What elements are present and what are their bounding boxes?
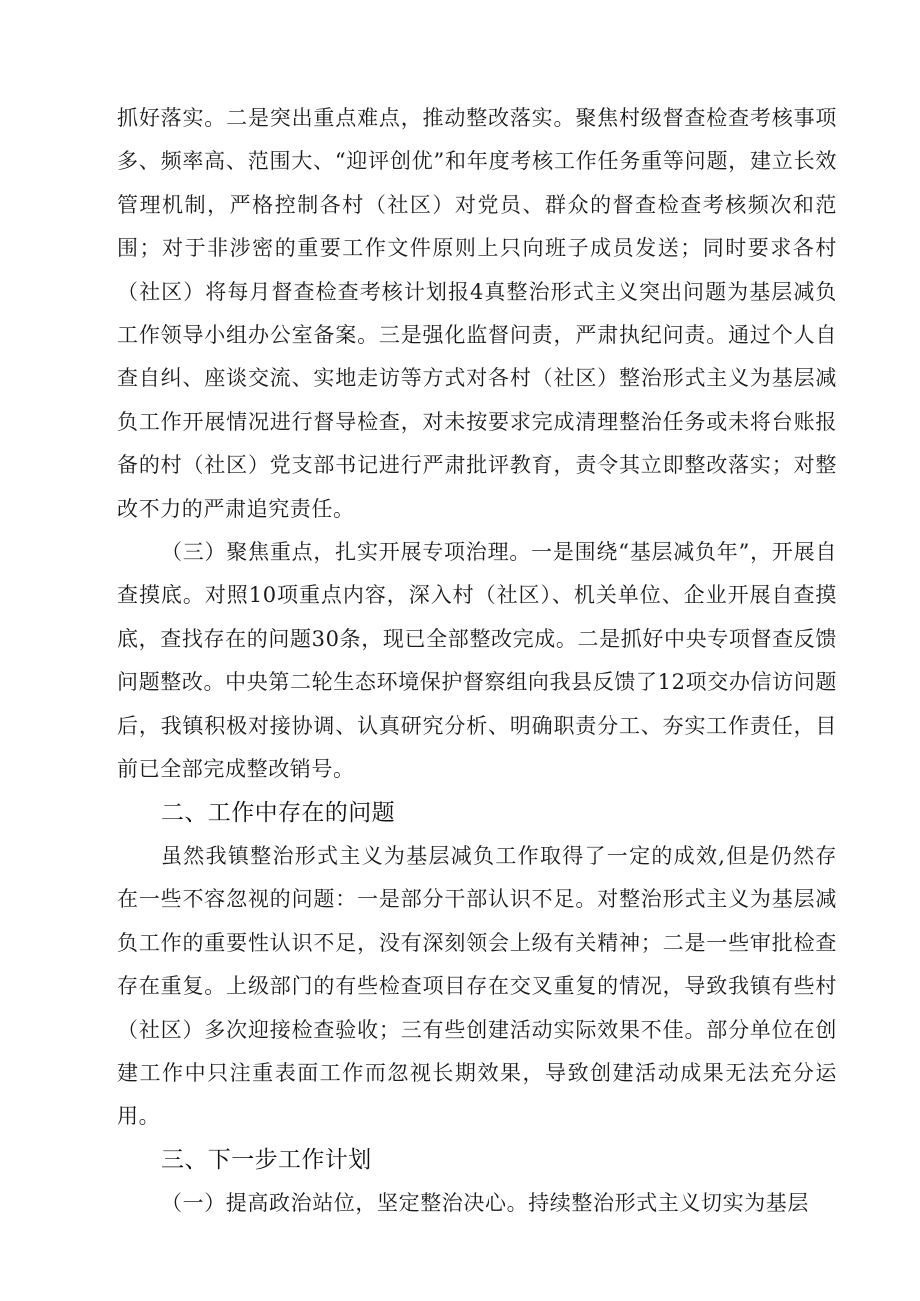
section-heading-problems: 二、工作中存在的问题 [161,799,395,826]
paragraph-supervision: 抓好落实。二是突出重点难点，推动整改落实。聚焦村级督查检查考核事项多、频率高、范围大、“迎评创优”和年度考核工作任务重等问题，建立长效管理机制，严格控制各村（社区）对党员、群众的督查检查考核频次和范围；对于非涉密的重要工作文件原则上只向班子成员发送；同时要求各村（社区）将每月督查检查考核计划报4真整治形式主义突出问题为基层减负工作领导小组办公室备案。三是强化监督问责，严肃执纪问责。通过个人自查自纠、座谈交流、实地走访等方式对各村（社区）整治形式主义为基层减负工作开展情况进行督导检查，对未按要求完成清理整治任务或未将台账报备的村（社区）党支部书记进行严肃批评教育，责令其立即整改落实；对整改不力的严肃追究责任。 [117,106,837,521]
paragraph-special-governance: （三）聚焦重点，扎实开展专项治理。一是围绕“基层减负年”，开展自查摸底。对照10项重点内容，深入村（社区）、机关单位、企业开展自查摸底，查找存在的问题30条，现已全部整改完成。二是抓好中央专项督查反馈问题整改。中央第二轮生态环境保护督察组向我县反馈了12项交办信访问题后，我镇积极对接协调、认真研究分析、明确职责分工、夯实工作责任，目前已全部完成整改销号。 [117,540,837,782]
section-heading-next-steps: 三、下一步工作计划 [161,1146,372,1173]
paragraph-problems: 虽然我镇整治形式主义为基层减负工作取得了一定的成效,但是仍然存在一些不容忽视的问题：一是部分干部认识不足。对整治形式主义为基层减负工作的重要性认识不足，没有深刻领会上级有关精神；二是一些审批检查存在重复。上级部门的有些检查项目存在交叉重复的情况，导致我镇有些村（社区）多次迎接检查验收；三有些创建活动实际效果不佳。部分单位在创建工作中只注重表面工作而忽视长期效果，导致创建活动成果无法充分运用。 [117,843,837,1129]
paragraph-next-steps: （一）提高政治站位，坚定整治决心。持续整治形式主义切实为基层 [161,1191,809,1216]
document-body [117,97,837,1226]
